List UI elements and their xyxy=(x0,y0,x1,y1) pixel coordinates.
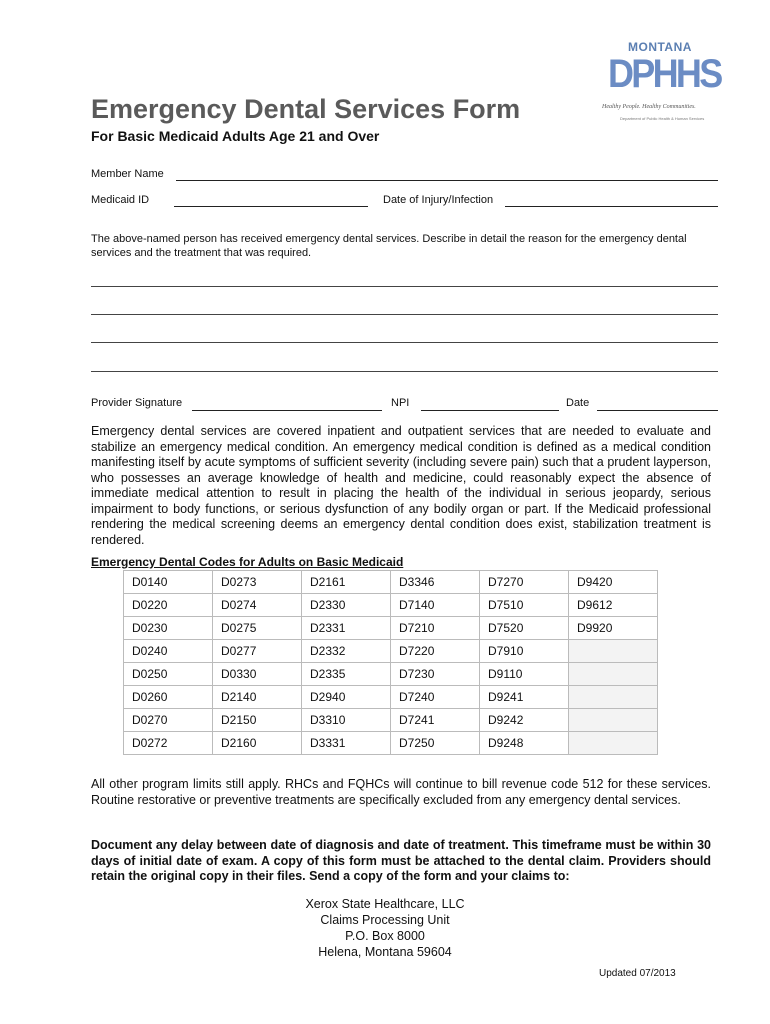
code-cell: D2140 xyxy=(213,686,302,709)
medicaid-id-label: Medicaid ID xyxy=(91,194,150,206)
code-cell: D0273 xyxy=(213,571,302,594)
code-cell: D2331 xyxy=(302,617,391,640)
code-cell: D0240 xyxy=(124,640,213,663)
code-cell: D0270 xyxy=(124,709,213,732)
code-cell: D2332 xyxy=(302,640,391,663)
limits-paragraph: All other program limits still apply. RHCs and FQHCs will continue to bill revenue code 512 for these services. Routine restorative or preventive treatments are specifically excluded from any emergency dental services. xyxy=(91,777,711,807)
code-cell: D9612 xyxy=(569,594,658,617)
description-line-3[interactable] xyxy=(91,342,718,343)
logo-department: Department of Public Health & Human Services xyxy=(620,116,705,121)
document-instructions: Document any delay between date of diagnosis and date of treatment. This timeframe must be within 30 days of initial date of exam. A copy of this form must be attached to the dental claim. Providers should retain the original copy in their files. Send a copy of the form and your claims to: xyxy=(91,838,711,883)
code-cell: D7220 xyxy=(391,640,480,663)
codes-table xyxy=(123,570,658,755)
code-cell: D0220 xyxy=(124,594,213,617)
definition-paragraph: Emergency dental services are covered inpatient and outpatient services that are needed to evaluate and stabilize an emergency medical condition. An emergency medical condition is defined as a medical condition manifesting itself by acute symptoms of sufficient severity (including severe pain) such that a prudent layperson, who possesses an average knowledge of health and medicine, could reasonably expect the absence of immediate medical attention to result in placing the health of the individual in serious jeopardy, serious impairment to body functions, or serious dysfunction of any bodily organ or part. If the Medicaid professional rendering the medical screening deems an emergency dental condition does exist, stabilization treatment is rendered. xyxy=(91,424,711,547)
code-cell: D9248 xyxy=(480,732,569,755)
logo-agency-text: DPHHS xyxy=(608,52,721,96)
empty-code-cell xyxy=(569,663,658,686)
medicaid-id-field[interactable] xyxy=(174,206,368,207)
code-cell: D7250 xyxy=(391,732,480,755)
description-line-2[interactable] xyxy=(91,314,718,315)
provider-signature-label: Provider Signature xyxy=(91,397,183,409)
mailing-address xyxy=(260,896,510,960)
date-of-injury-field[interactable] xyxy=(505,206,718,207)
code-cell: D7210 xyxy=(391,617,480,640)
code-cell: D7520 xyxy=(480,617,569,640)
code-cell: D0260 xyxy=(124,686,213,709)
code-cell: D3346 xyxy=(391,571,480,594)
code-cell: D2160 xyxy=(213,732,302,755)
code-cell: D2150 xyxy=(213,709,302,732)
code-cell: D2330 xyxy=(302,594,391,617)
address-line-4: Helena, Montana 59604 xyxy=(318,945,452,959)
code-cell: D7510 xyxy=(480,594,569,617)
code-cell: D9420 xyxy=(569,571,658,594)
code-cell: D0230 xyxy=(124,617,213,640)
code-cell: D0275 xyxy=(213,617,302,640)
date-label: Date xyxy=(566,397,590,409)
code-cell: D9110 xyxy=(480,663,569,686)
code-cell: D0277 xyxy=(213,640,302,663)
code-cell: D7910 xyxy=(480,640,569,663)
code-cell: D7230 xyxy=(391,663,480,686)
code-cell: D3310 xyxy=(302,709,391,732)
code-cell: D7270 xyxy=(480,571,569,594)
page-title: Emergency Dental Services Form xyxy=(91,94,521,124)
table-row xyxy=(124,732,658,755)
description-text: The above-named person has received emergency dental services. Describe in detail the reason for the emergency dental services and the treatment that was required. xyxy=(91,233,687,259)
code-cell: D9241 xyxy=(480,686,569,709)
address-line-3: P.O. Box 8000 xyxy=(345,929,425,943)
date-field[interactable] xyxy=(597,410,718,411)
code-cell: D7241 xyxy=(391,709,480,732)
address-line-1: Xerox State Healthcare, LLC xyxy=(305,897,465,911)
table-row xyxy=(124,663,658,686)
provider-signature-field[interactable] xyxy=(192,410,382,411)
description-line-1[interactable] xyxy=(91,286,718,287)
empty-code-cell xyxy=(569,709,658,732)
empty-code-cell xyxy=(569,732,658,755)
table-row xyxy=(124,709,658,732)
member-name-field[interactable] xyxy=(176,180,718,181)
table-row xyxy=(124,594,658,617)
code-cell: D7240 xyxy=(391,686,480,709)
code-cell: D0330 xyxy=(213,663,302,686)
code-cell: D9242 xyxy=(480,709,569,732)
code-cell: D2161 xyxy=(302,571,391,594)
code-cell: D7140 xyxy=(391,594,480,617)
empty-code-cell xyxy=(569,640,658,663)
date-of-injury-label: Date of Injury/Infection xyxy=(383,194,494,206)
npi-label: NPI xyxy=(391,397,410,409)
code-cell: D0250 xyxy=(124,663,213,686)
code-cell: D3331 xyxy=(302,732,391,755)
dphhs-logo xyxy=(602,40,720,126)
code-cell: D2335 xyxy=(302,663,391,686)
code-cell: D0274 xyxy=(213,594,302,617)
table-row xyxy=(124,571,658,594)
code-cell: D2940 xyxy=(302,686,391,709)
npi-field[interactable] xyxy=(421,410,559,411)
address-line-2: Claims Processing Unit xyxy=(320,913,450,927)
empty-code-cell xyxy=(569,686,658,709)
logo-state-text: MONTANA xyxy=(628,40,692,54)
description-line-4[interactable] xyxy=(91,371,718,372)
member-name-label: Member Name xyxy=(91,168,164,180)
code-cell: D9920 xyxy=(569,617,658,640)
codes-heading: Emergency Dental Codes for Adults on Basic Medicaid xyxy=(91,555,404,569)
code-cell: D0140 xyxy=(124,571,213,594)
table-row xyxy=(124,686,658,709)
updated-date: Updated 07/2013 xyxy=(599,968,676,979)
logo-tagline: Healthy People. Healthy Communities. xyxy=(602,104,696,110)
table-row xyxy=(124,617,658,640)
table-row xyxy=(124,640,658,663)
page-subtitle: For Basic Medicaid Adults Age 21 and Over xyxy=(91,128,380,144)
code-cell: D0272 xyxy=(124,732,213,755)
